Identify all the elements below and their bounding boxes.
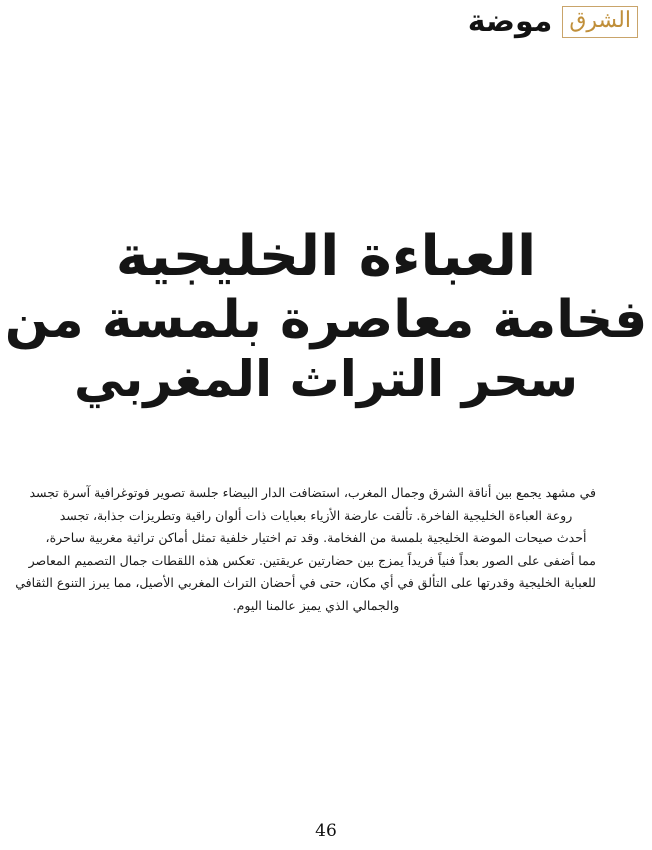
body-line: والجمالي الذي يميز عالمنا اليوم. xyxy=(232,597,400,613)
article-body xyxy=(15,482,596,617)
body-line: روعة العباءة الخليجية الفاخرة. تألقت عارضة الأزياء بعبايات ذات ألوان راقية وتطريزات جذابة، تجسد xyxy=(59,507,573,523)
title-line-3: سحر التراث المغربي xyxy=(73,349,579,408)
section-label: موضة xyxy=(467,4,553,39)
body-line: أحدث صيحات الموضة الخليجية بلمسة من الفخامة. وقد تم اختيار خلفية تمثل أماكن تراثية مغربية ساحرة، xyxy=(45,530,587,545)
logo-text: الشرق xyxy=(569,8,631,33)
title-line-1: العباءة الخليجية xyxy=(115,224,537,289)
body-line: للعباية الخليجية وقدرتها على التألق في أي مكان، حتى في أحضان التراث المغربي الأصيل، مما يبرز التنوع الثقافي xyxy=(15,575,596,590)
body-line: في مشهد يجمع بين أناقة الشرق وجمال المغرب، استضافت الدار البيضاء جلسة تصوير فوتوغرافية آسرة تجسد xyxy=(29,485,596,500)
title-line-2: فخامة معاصرة بلمسة من xyxy=(4,289,648,350)
magazine-logo xyxy=(562,6,638,38)
body-line: مما أضفى على الصور بعداً فنياً فريداً يمزج بين حضارتين عريقتين. تعكس هذه اللقطات جمال التصميم المعاصر xyxy=(28,552,596,568)
page-number: 46 xyxy=(315,821,337,841)
article-title xyxy=(0,226,652,407)
page-header xyxy=(468,6,638,38)
